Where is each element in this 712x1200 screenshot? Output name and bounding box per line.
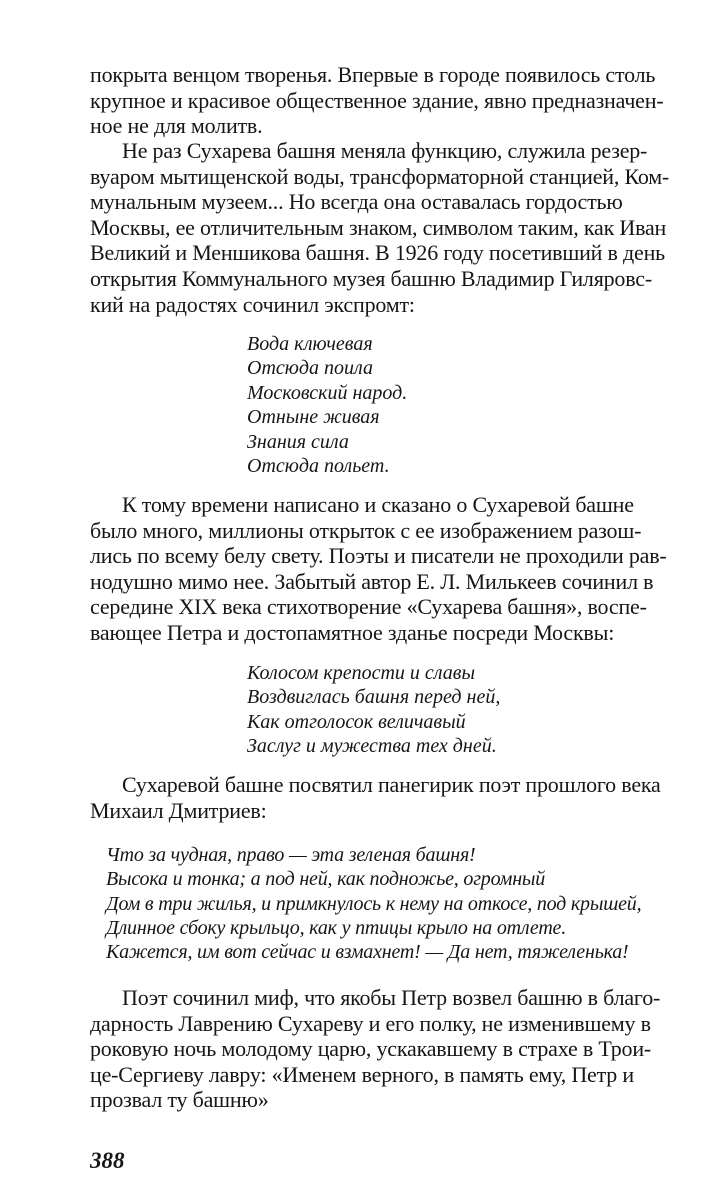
text-line: середине XIX века стихотворение «Сухарева башня», воспе- — [90, 594, 647, 620]
text-line: Не раз Сухарева башня меняла функцию, служила резер- — [122, 138, 648, 163]
verse-line: Колосом крепости и славы — [247, 662, 475, 684]
paragraph-4 — [90, 772, 693, 823]
text-line: Сухаревой башне посвятил панегирик поэт прошлого века — [122, 772, 661, 797]
text-line: вуаром мытищенской воды, трансформаторной станцией, Ком- — [90, 163, 670, 189]
verse-line: Знания сила — [247, 430, 349, 453]
text-line: Поэт сочинил миф, что якобы Петр возвел башню в благо- — [122, 985, 661, 1010]
text-line: кий на радостях сочинил экспромт: — [90, 291, 415, 317]
text-line: це-Сергиеву лавру: «Именем верного, в память ему, Петр и — [90, 1061, 634, 1087]
text-line: дарность Лаврению Сухареву и его полку, не изменившему в — [90, 1010, 651, 1036]
verse-line: Что за чудная, право — эта зеленая башня! — [106, 844, 476, 866]
verse-line: Кажется, им вот сейчас и взмахнет! — Да нет, тяжеленька! — [106, 941, 629, 964]
verse-line: Как отголосок величавый — [247, 710, 466, 733]
text-line: мунальным музеем... Но всегда она оставалась гордостью — [90, 189, 623, 215]
text-line: покрыта венцом творенья. Впервые в городе появилось столь — [90, 62, 656, 87]
text-line: прозвал ту башню» — [90, 1087, 269, 1113]
text-line: Михаил Дмитриев: — [90, 797, 267, 823]
text-line: К тому времени написано и сказано о Сухаревой башне — [122, 492, 634, 517]
paragraph-2 — [90, 138, 693, 317]
verse-line: Отсюда поила — [247, 357, 373, 380]
verse-line: Отныне живая — [247, 406, 380, 429]
paragraph-5 — [90, 985, 693, 1113]
verse-line: Заслуг и мужества тех дней. — [247, 735, 497, 758]
verse-2 — [247, 661, 500, 759]
paragraph-1 — [90, 62, 693, 139]
verse-line: Дом в три жилья, и примкнулось к нему на откосе, под крышей, — [106, 892, 642, 915]
verse-line: Высока и тонка; а под ней, как подножье, огромный — [106, 868, 546, 891]
verse-line: Длинное сбоку крыльцо, как у птицы крыло на отлете. — [106, 916, 567, 939]
verse-1 — [247, 332, 407, 478]
paragraph-3 — [90, 492, 693, 646]
text-line: было много, миллионы открыток с ее изображением разош- — [90, 517, 642, 543]
text-line: Великий и Меншикова башня. В 1926 году посетивший в день — [90, 240, 665, 266]
verse-line: Отсюда польет. — [247, 455, 390, 478]
text-line: крупное и красивое общественное здание, явно предназначен- — [90, 87, 664, 113]
text-line: ное не для молитв. — [90, 113, 263, 139]
verse-3 — [106, 843, 641, 964]
text-line: Москвы, ее отличительным знаком, символом таким, как Иван — [90, 214, 667, 240]
text-line: роковую ночь молодому царю, ускакавшему в страхе в Трои- — [90, 1036, 652, 1062]
text-line: вающее Петра и достопамятное зданье посреди Москвы: — [90, 619, 615, 645]
text-line: лись по всему белу свету. Поэты и писатели не проходили рав- — [90, 543, 667, 569]
verse-line: Воздвиглась башня перед ней, — [247, 686, 501, 709]
verse-line: Вода ключевая — [247, 333, 373, 355]
page-number: 388 — [90, 1148, 125, 1173]
text-line: открытия Коммунального музея башню Владимир Гиляровс- — [90, 265, 652, 291]
verse-line: Московский народ. — [247, 381, 408, 404]
text-line: нодушно мимо нее. Забытый автор Е. Л. Милькеев сочинил в — [90, 568, 654, 594]
